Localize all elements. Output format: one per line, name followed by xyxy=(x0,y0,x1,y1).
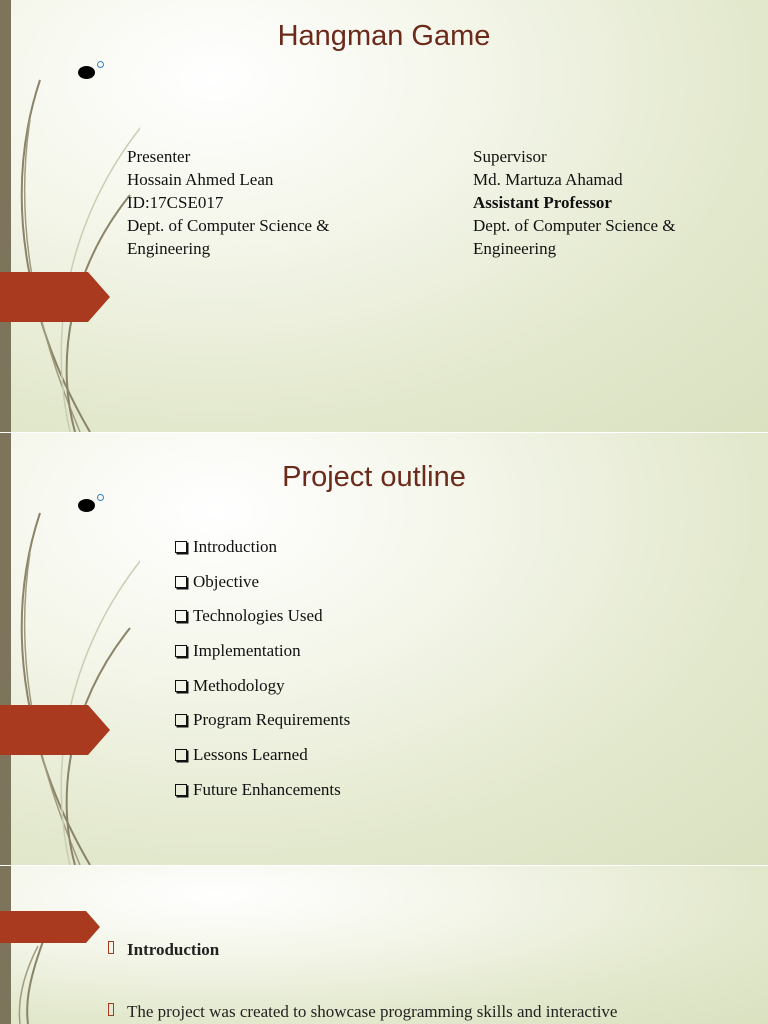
red-arrow-tab xyxy=(0,705,110,755)
presenter-block xyxy=(127,145,330,260)
slide-title xyxy=(0,0,768,432)
outline-item: Methodology xyxy=(175,676,350,711)
supervisor-name: Md. Martuza Ahamad xyxy=(473,170,623,189)
checkbox-icon xyxy=(175,541,187,553)
bullet-dot-icon xyxy=(78,66,95,79)
bullet-icon xyxy=(108,941,114,954)
supervisor-dept-line1: Dept. of Computer Science & xyxy=(473,216,676,235)
checkbox-icon xyxy=(175,714,187,726)
outline-item: Technologies Used xyxy=(175,606,350,641)
presenter-dept-line2: Engineering xyxy=(127,239,211,258)
outline-item: Future Enhancements xyxy=(175,780,350,815)
supervisor-block xyxy=(473,145,676,260)
red-arrow-tab xyxy=(0,911,100,943)
presenter-dept-line1: Dept. of Computer Science & xyxy=(127,216,330,235)
decorative-swoosh xyxy=(0,0,140,432)
red-arrow-tab xyxy=(0,272,110,322)
outline-item: Lessons Learned xyxy=(175,745,350,780)
checkbox-icon xyxy=(175,680,187,692)
bullet-dot-icon xyxy=(78,499,95,512)
decorative-swoosh xyxy=(0,866,140,1024)
outline-list xyxy=(175,537,350,815)
outline-item: Objective xyxy=(175,572,350,607)
decorative-swoosh xyxy=(0,433,140,865)
supervisor-heading: Supervisor xyxy=(473,147,547,166)
slide-outline xyxy=(0,433,768,865)
outline-title: Project outline xyxy=(282,461,466,493)
checkbox-icon xyxy=(175,610,187,622)
small-circle-icon xyxy=(97,494,104,501)
checkbox-icon xyxy=(175,749,187,761)
presenter-heading: Presenter xyxy=(127,147,191,166)
checkbox-icon xyxy=(175,645,187,657)
outline-item: Introduction xyxy=(175,537,350,572)
slide-title-text: Hangman Game xyxy=(277,20,491,52)
checkbox-icon xyxy=(175,784,187,796)
small-circle-icon xyxy=(97,61,104,68)
intro-heading: Introduction xyxy=(127,940,220,959)
intro-body-text: The project was created to showcase programming skills and interactive xyxy=(127,1002,618,1021)
slide-introduction xyxy=(0,866,768,1024)
supervisor-title: Assistant Professor xyxy=(473,193,612,212)
presenter-id: ID:17CSE017 xyxy=(127,193,224,212)
presenter-name: Hossain Ahmed Lean xyxy=(127,170,274,189)
checkbox-icon xyxy=(175,576,187,588)
bullet-icon xyxy=(108,1003,114,1016)
supervisor-dept-line2: Engineering xyxy=(473,239,557,258)
outline-item: Program Requirements xyxy=(175,710,350,745)
outline-item: Implementation xyxy=(175,641,350,676)
